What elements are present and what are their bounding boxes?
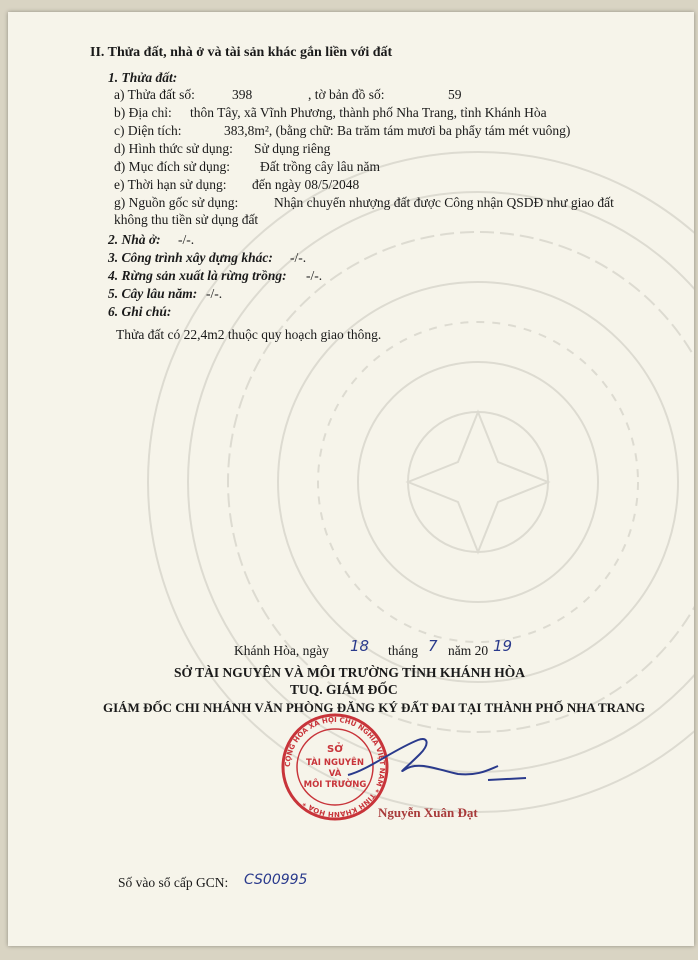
notes-label: 6. Ghi chú:: [108, 304, 172, 319]
address-label: b) Địa chỉ:: [114, 105, 172, 120]
handwritten-signature: [338, 730, 528, 790]
construction-label: 3. Công trình xây dựng khác:: [108, 250, 273, 265]
map-sheet-label: , tờ bản đồ số:: [308, 87, 385, 102]
signing-year-label: năm 20: [448, 643, 489, 658]
usage-purpose-label: đ) Mục đích sử dụng:: [114, 159, 231, 174]
usage-purpose-value: Đất trồng cây lâu năm: [260, 159, 380, 174]
forest-value: -/-.: [306, 268, 323, 283]
registry-label: Số vào sổ cấp GCN:: [118, 875, 229, 890]
house-value: -/-.: [178, 232, 195, 247]
address-value: thôn Tây, xã Vĩnh Phương, thành phố Nha Trang, tỉnh Khánh Hòa: [190, 105, 547, 120]
on-behalf: TUQ. GIÁM ĐỐC: [290, 682, 398, 697]
land-heading: 1. Thửa đất:: [108, 70, 178, 85]
usage-origin-label: g) Nguồn gốc sử dụng:: [114, 195, 239, 210]
section-title: II. Thửa đất, nhà ở và tài sản khác gắn liền với đất: [90, 45, 393, 60]
usage-form-label: d) Hình thức sử dụng:: [114, 141, 233, 156]
svg-text:TÀI NGUYÊN: TÀI NGUYÊN: [306, 758, 364, 768]
registry-number: CS00995: [244, 872, 308, 888]
signer-name: Nguyễn Xuân Đạt: [378, 805, 478, 820]
area-label: c) Diện tích:: [114, 123, 182, 138]
svg-text:VÀ: VÀ: [328, 769, 342, 779]
svg-text:CỘNG HÒA XÃ HỘI CHỦ NGHĨA VIỆT: CỘNG HÒA XÃ HỘI CHỦ NGHĨA VIỆT NAM * TỈNH KHÁNH HÒA *: [283, 715, 387, 819]
signing-day: 18: [350, 637, 370, 655]
usage-term-label: e) Thời hạn sử dụng:: [114, 177, 227, 192]
map-sheet-value: 59: [448, 87, 462, 102]
parcel-number-label: a) Thửa đất số:: [114, 87, 195, 102]
signer-title: GIÁM ĐỐC CHI NHÁNH VĂN PHÒNG ĐĂNG KÝ ĐẤT ĐAI TẠI THÀNH PHỐ NHA TRANG: [103, 700, 645, 715]
certificate-page: [8, 12, 694, 946]
svg-text:MÔI TRƯỜNG: MÔI TRƯỜNG: [303, 780, 367, 790]
parcel-number-value: 398: [232, 87, 253, 102]
perennial-trees-label: 5. Cây lâu năm:: [108, 286, 198, 301]
usage-term-value: đến ngày 08/5/2048: [252, 177, 360, 192]
issuing-agency: SỞ TÀI NGUYÊN VÀ MÔI TRƯỜNG TỈNH KHÁNH HÒA: [174, 665, 526, 680]
signing-month-label: tháng: [388, 643, 418, 658]
perennial-trees-value: -/-.: [206, 286, 223, 301]
forest-label: 4. Rừng sản xuất là rừng trồng:: [108, 268, 287, 283]
svg-text:SỞ: SỞ: [327, 744, 343, 755]
signing-month: 7: [428, 637, 438, 655]
usage-origin-value-1: Nhận chuyển nhượng đất được Công nhận QSDĐ như giao đất: [274, 195, 614, 210]
notes-text: Thửa đất có 22,4m2 thuộc quy hoạch giao thông.: [116, 327, 382, 342]
area-value: 383,8m², (bằng chữ: Ba trăm tám mươi ba phẩy tám mét vuông): [224, 123, 571, 138]
construction-value: -/-.: [290, 250, 307, 265]
house-label: 2. Nhà ở:: [108, 232, 161, 247]
usage-origin-value-2: không thu tiền sử dụng đất: [114, 212, 259, 227]
signing-year: 19: [493, 637, 513, 655]
usage-form-value: Sử dụng riêng: [254, 141, 331, 156]
signing-date-prefix: Khánh Hòa, ngày: [234, 643, 329, 658]
